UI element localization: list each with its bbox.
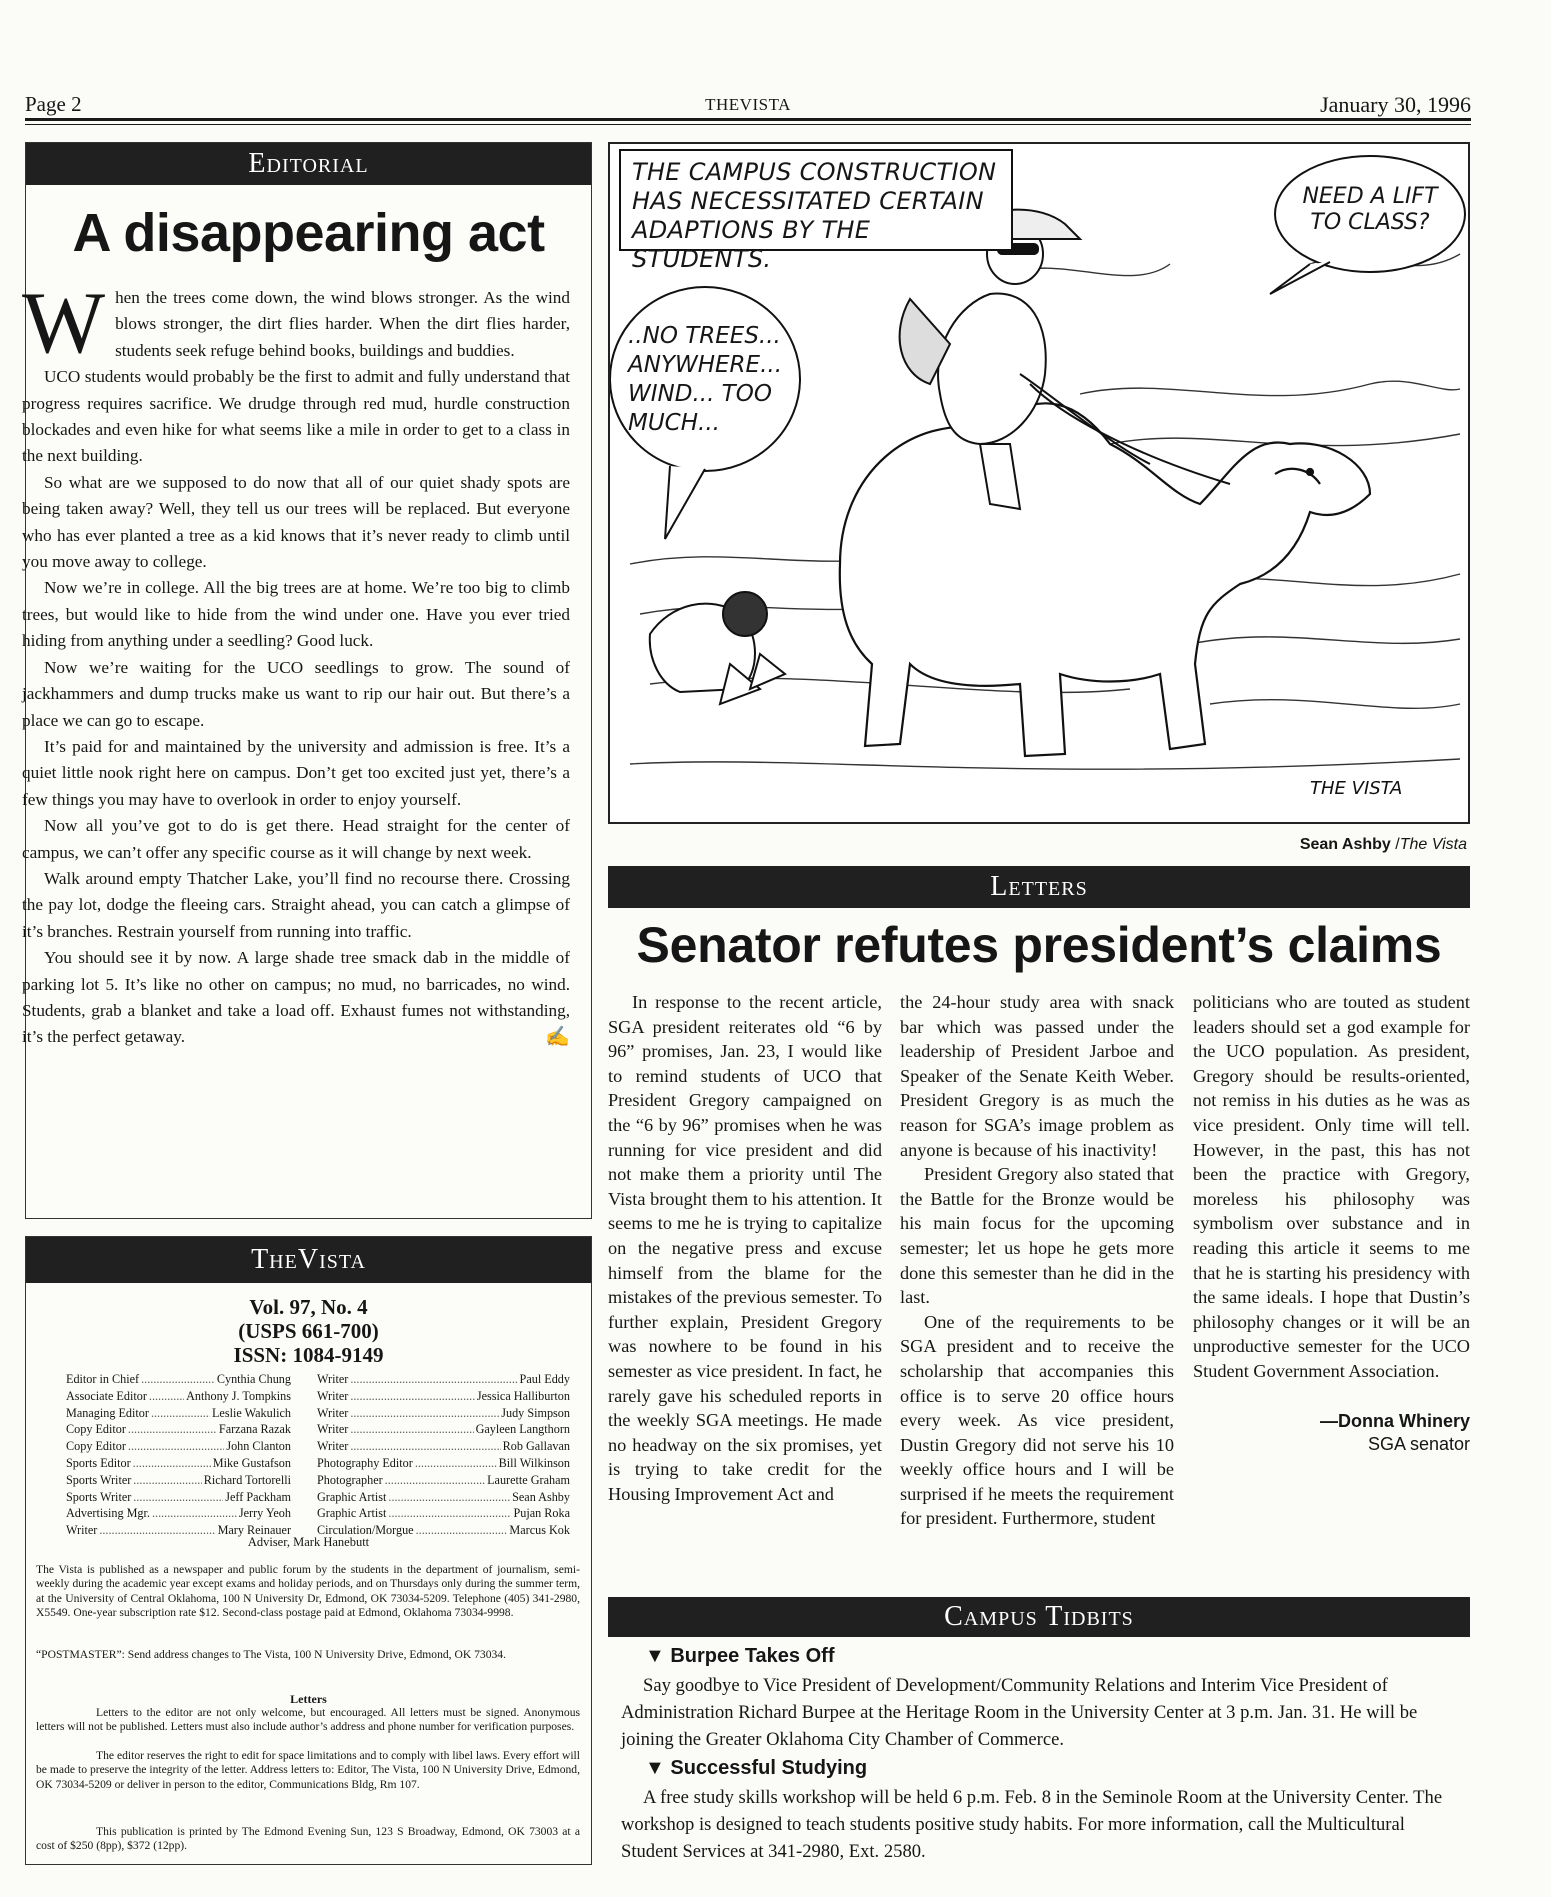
tidbits-section-bar: Campus Tidbits — [608, 1597, 1470, 1637]
letter-text: One of the requirements to be SGA president and to receive the scholarship that accompanies this office is to serve 20 office hours every week. As vice president, Dustin Gregory did not serve his 10 weekly office hours and I will be surprised if he meets the requirement for president. Furthermore, student — [900, 1311, 1174, 1529]
dot-leader — [350, 1405, 499, 1422]
speech-left — [628, 322, 798, 438]
staff-row — [317, 1472, 570, 1489]
letters-policy-2: The editor reserves the right to edit for space limitations and to comply with libel laws. Every effort will be made to preserve the integrity of the letter. Address letters to: Editor, The Vista, 100 N University Drive, Edmond, OK 73034-5209 or deliver in person to the editor, Communications Bldg, Rm 107. — [36, 1749, 580, 1791]
editorial-cartoon — [608, 142, 1470, 824]
cartoon-credit: Sean Ashby /The Vista — [1299, 836, 1467, 853]
drop-cap: W — [22, 275, 106, 372]
letter-author-title: SGA senator — [1367, 1433, 1470, 1454]
staff-role: Sports Writer — [66, 1472, 132, 1487]
staff-name: Rob Gallavan — [502, 1439, 570, 1454]
dot-leader — [133, 1455, 211, 1472]
speech-left-line: MUCH... — [628, 410, 720, 436]
dot-leader — [128, 1421, 217, 1438]
staff-name: Laurette Graham — [487, 1472, 570, 1487]
staff-role: Circulation/Morgue — [317, 1523, 414, 1538]
dot-leader — [388, 1489, 510, 1506]
dot-leader — [151, 1405, 210, 1422]
letter-text: President Gregory also stated that the Battle for the Bronze would be his main focus for the upcoming semester; let us hope he gets more done this semester than he did in the last. — [900, 1164, 1174, 1308]
letter-text: the 24-hour study area with snack bar which was passed under the leadership of President Jarboe and Speaker of the Senate Keith Weber. President Gregory is as much the reason for SGA’s image problem as anyone is because of his inactivity! — [900, 992, 1174, 1160]
staff-name: Jessica Halliburton — [476, 1388, 570, 1403]
printer-note: This publication is printed by The Edmond Evening Sun, 123 S Broadway, Edmond, OK 73003 at a cost of $250 (8pp), $372 (12pp). — [36, 1825, 580, 1853]
editorial-lead-text: hen the trees come down, the wind blows stronger. As the wind blows stronger, the dirt flies harder. When the dirt flies harder, students seek refuge behind books, buildings and buddies. — [115, 288, 570, 360]
staff-row — [317, 1505, 570, 1522]
tidbit-body: Say goodbye to Vice President of Development/Community Relations and Interim Vice President of Administration Richard Burpee at the Heritage Room in the University Center at 3 p.m. Jan. 31. He will be joining the Greater Oklahoma City Chamber of Commerce. — [621, 1675, 1418, 1750]
speech-left-line: ANYWHERE... — [628, 352, 783, 378]
dot-leader — [385, 1472, 485, 1489]
speech-right-line: TO CLASS? — [1310, 210, 1430, 235]
editorial-paragraph: Walk around empty Thatcher Lake, you’ll find no recourse there. Crossing the pay lot, dodge the fleeing cars. Straight ahead, you can catch a glimpse of it’s branches. Restrain yourself from running into traffic. — [22, 868, 570, 941]
letter-column-2 — [900, 990, 1174, 1531]
dot-leader — [350, 1438, 500, 1455]
staff-name: Farzana Razak — [218, 1422, 291, 1437]
editorial-headline: A disappearing act — [72, 203, 545, 263]
dot-leader — [388, 1505, 511, 1522]
masthead-rule-thin — [25, 124, 1471, 125]
staff-row — [317, 1405, 570, 1422]
speech-right — [1295, 184, 1445, 236]
staff-row — [317, 1371, 570, 1388]
staff-name: Mary Reinauer — [217, 1523, 291, 1538]
dot-leader — [350, 1421, 473, 1438]
staff-row — [66, 1388, 291, 1405]
staff-row — [66, 1472, 291, 1489]
staff-role: Copy Editor — [66, 1422, 126, 1437]
staff-name: Cynthia Chung — [216, 1372, 291, 1386]
dot-leader — [133, 1472, 201, 1489]
masthead-rule — [25, 118, 1471, 121]
speech-left-line: ..NO TREES... — [628, 323, 781, 349]
staff-row — [66, 1489, 291, 1506]
pen-icon: ✍ — [545, 1026, 570, 1049]
cartoon-signature: THE VISTA — [1310, 778, 1403, 799]
letter-signature — [1193, 1410, 1470, 1456]
editorial-paragraph: Now we’re waiting for the UCO seedlings to grow. The sound of jackhammers and dump trucks make us want to rip our hair out. But there’s a place we can go to escape. — [22, 657, 570, 730]
staff-name: John Clanton — [226, 1439, 291, 1454]
letters-headline: Senator refutes president’s claims — [636, 917, 1442, 973]
editorial-first-paragraph — [22, 275, 570, 372]
staff-role: Photographer — [317, 1472, 383, 1487]
staff-role: Editor in Chief — [66, 1372, 140, 1386]
letter-column-3 — [1193, 990, 1470, 1456]
camel — [840, 403, 1370, 756]
staff-row — [66, 1371, 291, 1388]
tidbit-body: A free study skills workshop will be held 6 p.m. Feb. 8 in the Seminole Room at the University Center. The workshop is designed to teach students positive study habits. For more information, call the Multicultural Student Services at 341-2980, Ext. 2580. — [621, 1787, 1443, 1862]
staff-row — [317, 1455, 570, 1472]
staff-row — [317, 1388, 570, 1405]
letters-policy-1: Letters to the editor are not only welcome, but encouraged. All letters must be signed. Anonymous letters will not be published. Letters must also include author’s address and phone number for verification purposes. — [36, 1706, 580, 1734]
staff-list-left — [66, 1371, 291, 1539]
staff-role: Writer — [317, 1439, 349, 1454]
staff-name: Mike Gustafson — [212, 1455, 291, 1470]
staff-role: Sports Editor — [66, 1455, 131, 1470]
staff-name: Anthony J. Tompkins — [186, 1388, 291, 1403]
dot-leader — [149, 1388, 184, 1405]
staff-section-bar: TheVista — [26, 1237, 591, 1283]
staff-name: Paul Eddy — [519, 1372, 570, 1386]
staff-row — [66, 1405, 291, 1422]
staff-name: Jerry Yeoh — [238, 1506, 291, 1521]
staff-name: Gayleen Langthorn — [475, 1422, 570, 1437]
editorial-paragraph: It’s paid for and maintained by the university and admission is free. It’s a quiet little nook right here on campus. Don’t get too excited just yet, there’s a few things you may have to overlook in order to enjoy yourself. — [22, 736, 570, 809]
paper-name: THEVISTA — [705, 95, 791, 114]
issue-date: January 30, 1996 — [1320, 92, 1471, 117]
staff-role: Photography Editor — [317, 1455, 413, 1470]
letter-author: —Donna Whinery — [1319, 1410, 1470, 1431]
dot-leader — [128, 1438, 224, 1455]
staff-name: Marcus Kok — [509, 1523, 570, 1538]
dot-leader — [415, 1455, 497, 1472]
staff-row — [317, 1421, 570, 1438]
usps-number: (USPS 661-700) — [238, 1319, 379, 1343]
adviser-line: Adviser, Mark Hanebutt — [247, 1535, 370, 1549]
letters-section-bar: Letters — [608, 866, 1470, 908]
dot-leader — [152, 1505, 237, 1522]
staff-name: Richard Tortorelli — [203, 1472, 291, 1487]
staff-name: Judy Simpson — [501, 1405, 570, 1420]
staff-role: Writer — [317, 1405, 349, 1420]
staff-row — [66, 1505, 291, 1522]
staff-role: Writer — [317, 1372, 349, 1386]
speech-right-line: NEED A LIFT — [1302, 184, 1438, 209]
tidbit-heading: ▼ Burpee Takes Off — [645, 1645, 835, 1667]
dot-leader — [350, 1371, 517, 1388]
staff-role: Advertising Mgr. — [66, 1506, 150, 1521]
volume-info — [26, 1295, 591, 1367]
credit-paper: The Vista — [1399, 836, 1467, 853]
editorial-paragraph: Now we’re in college. All the big trees are at home. We’re too big to climb trees, but would like to hide from the wind under one. Have you ever tried hiding from anything under a seedling? Good luck. — [22, 578, 570, 651]
page-number: Page 2 — [25, 92, 82, 116]
letter-column-1 — [608, 990, 882, 1506]
dot-leader — [133, 1489, 223, 1506]
staff-role: Graphic Artist — [317, 1489, 387, 1504]
postmaster-note: “POSTMASTER”: Send address changes to The Vista, 100 N University Drive, Edmond, OK 73034. — [36, 1648, 506, 1661]
staff-name: Bill Wilkinson — [498, 1455, 570, 1470]
editorial-paragraph: UCO students would probably be the first to admit and fully understand that progress requires sacrifice. We drudge through red mud, hurdle construction blockades and even hike for what seems like a mile in order to get to a class in the next building. — [22, 367, 570, 466]
issn-number: ISSN: 1084-9149 — [233, 1343, 384, 1367]
editorial-last-text: You should see it by now. A large shade tree smack dab in the middle of parking lot 5. It’s like no other on campus; no mud, no barricades, no wind. Students, grab a blanket and take a load off. Exhaust fumes not withstanding, it’s the perfect getaway. — [22, 948, 570, 1047]
staff-role: Writer — [317, 1388, 349, 1403]
staff-role: Managing Editor — [66, 1405, 149, 1420]
staff-role: Sports Writer — [66, 1489, 132, 1504]
editorial-paragraph: Now all you’ve got to do is get there. Head straight for the center of campus, we can’t offer any specific course as it will change by next week. — [22, 816, 570, 862]
staff-name: Leslie Wakulich — [211, 1405, 291, 1420]
staff-role: Graphic Artist — [317, 1506, 387, 1521]
dot-leader — [141, 1371, 215, 1388]
staff-name: Jeff Packham — [225, 1489, 291, 1504]
speech-left-line: WIND... TOO — [628, 381, 772, 407]
staff-role: Writer — [317, 1422, 349, 1437]
staff-role: Copy Editor — [66, 1439, 126, 1454]
letter-text: politicians who are touted as student leaders should set a god example for the UCO population. As president, Gregory should be results-oriented, not remiss in his duties as he was as vice president. Only time will tell. However, in the past, this has not been the practice with Gregory, moreless his philosophy was symbolism over substance and in reading this article it seems to me that he is starting his presidency with the same ideals. I hope that Dustin’s philosophy changes or it will be an unproductive semester for the UCO Student Government Association. — [1193, 992, 1470, 1381]
publication-info: The Vista is published as a newspaper and public forum by the students in the department of journalism, semi-weekly during the academic year except exams and holiday periods, and on Thursdays only during the summer term, at the University of Central Oklahoma, 100 N University Dr, Edmond, OK 73034-5209. Telephone (405) 341-2980, X5549. One-year subscription rate $12. Second-class postage paid at Edmond, Oklahoma 73034-9998. — [36, 1563, 580, 1619]
crouching-student — [650, 592, 785, 704]
staff-row — [66, 1455, 291, 1472]
editorial-paragraph: So what are we supposed to do now that all of our quiet shady spots are being taken away? Well, they tell us our trees will be replaced. But everyone who has ever planted a tree as a kid knows that it’s never ready to climb until you move away to college. — [22, 472, 570, 572]
volume-number: Vol. 97, No. 4 — [249, 1295, 368, 1319]
letters-policy-heading: Letters — [290, 1692, 327, 1706]
masthead — [25, 92, 1471, 118]
tidbit-heading: ▼ Successful Studying — [645, 1757, 868, 1779]
editorial-section-bar: Editorial — [26, 143, 591, 185]
staff-row — [317, 1438, 570, 1455]
staff-role: Associate Editor — [66, 1388, 147, 1403]
credit-name: Sean Ashby — [1299, 836, 1391, 853]
letter-text: In response to the recent article, SGA president reiterates old “6 by 96” promises, Jan. 23, I would like to remind students of UCO that President Gregory campaigned on the “6 by 96” promises when he was running for vice president and did not make them a priority until The Vista brought them to his attention. It seems to me he is trying to capitalize on the negative press and excuse himself from the blame for the mistakes of the previous semester. To further explain, President Gregory was nowhere to be found in his semester as vice president. In fact, he rarely gave his scheduled reports in the weekly SGA meetings. He made no headway on the six promises, yet is trying to take credit for the Housing Improvement Act and — [608, 992, 882, 1504]
staff-row — [66, 1421, 291, 1438]
staff-row — [317, 1489, 570, 1506]
staff-name: Pujan Roka — [513, 1506, 570, 1521]
staff-row — [66, 1438, 291, 1455]
staff-name: Sean Ashby — [512, 1489, 570, 1504]
staff-role: Writer — [66, 1523, 98, 1538]
editorial-paragraph-last — [22, 945, 570, 1051]
cartoon-caption: THE CAMPUS CONSTRUCTION HAS NECESSITATED CERTAIN ADAPTIONS BY THE STUDENTS. — [632, 158, 997, 273]
dot-leader — [350, 1388, 475, 1405]
editorial-body — [22, 275, 570, 1051]
staff-list-right — [317, 1371, 570, 1539]
